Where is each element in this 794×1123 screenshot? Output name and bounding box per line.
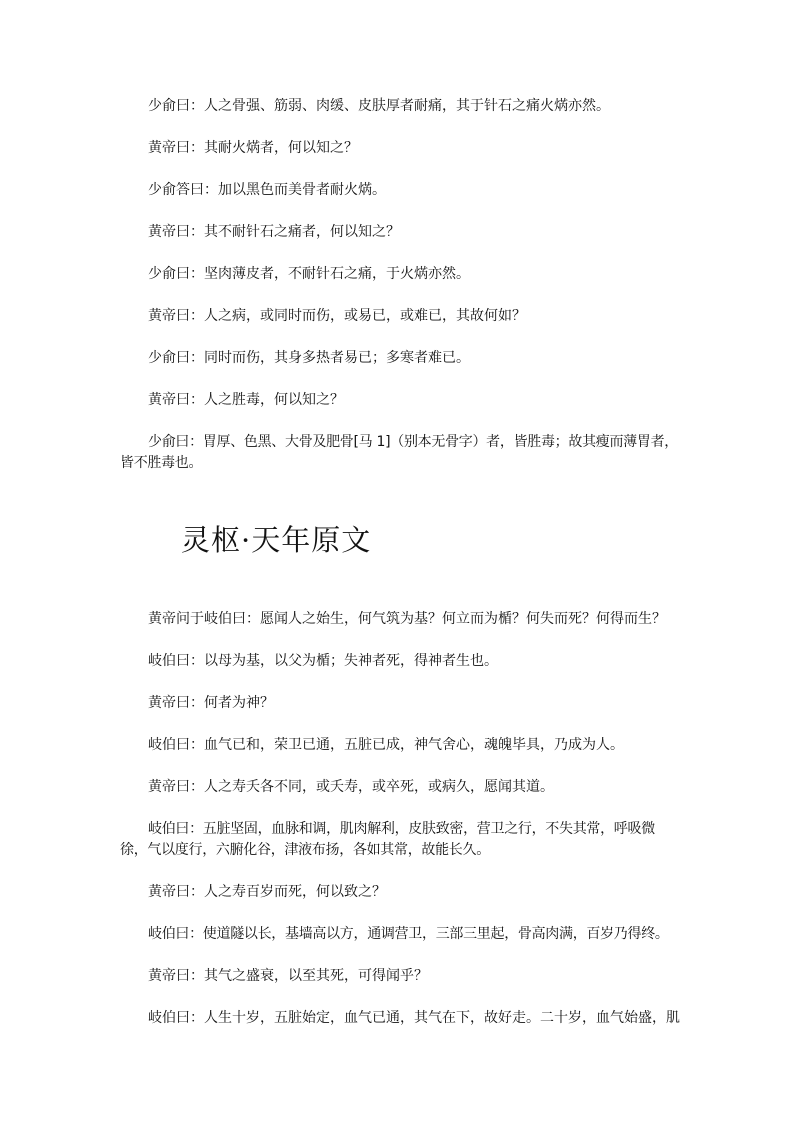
paragraph: 少俞曰：人之骨强、筋弱、肉缓、皮肤厚者耐痛，其于针石之痛火焫亦然。 — [148, 98, 610, 114]
paragraph: 岐伯曰：五脏坚固，血脉和调，肌肉解利，皮肤致密，营卫之行，不失其常，呼吸微徐，气以度行，六腑化谷，津液布扬，各如其常，故能长久。 — [120, 821, 655, 858]
paragraph: 黄帝曰：人之胜毒，何以知之？ — [148, 392, 344, 408]
paragraph: 少俞曰：胃厚、色黑、大骨及肥骨[马 1]（别本无骨字）者，皆胜毒；故其瘦而薄胃者，皆不胜毒也。 — [120, 434, 678, 471]
paragraph: 黄帝问于岐伯曰：愿闻人之始生，何气筑为基？何立而为楯？何失而死？何得而生？ — [148, 611, 666, 627]
paragraph: 黄帝曰：其气之盛衰，以至其死，可得闻乎？ — [148, 968, 428, 984]
section-heading: 灵枢·天年原文 — [181, 523, 372, 557]
paragraph: 黄帝曰：其不耐针石之痛者，何以知之？ — [148, 224, 400, 240]
paragraph: 岐伯曰：使道隧以长，基墙高以方，通调营卫，三部三里起，骨高肉满，百岁乃得终。 — [148, 926, 669, 942]
paragraph: 少俞曰：同时而伤，其身多热者易已；多寒者难已。 — [148, 350, 470, 366]
paragraph: 黄帝曰：人之病，或同时而伤，或易已，或难已，其故何如？ — [148, 308, 526, 324]
paragraph: 岐伯曰：以母为基，以父为楯；失神者死，得神者生也。 — [148, 653, 498, 669]
paragraph: 黄帝曰：其耐火焫者，何以知之？ — [148, 140, 358, 156]
paragraph: 黄帝曰：人之寿百岁而死，何以致之？ — [148, 884, 386, 900]
paragraph: 岐伯曰：血气已和，荣卫已通，五脏已成，神气舍心，魂魄毕具，乃成为人。 — [148, 737, 624, 753]
paragraph: 黄帝曰：人之寿夭各不同，或夭寿，或卒死，或病久，愿闻其道。 — [148, 779, 554, 795]
paragraph: 少俞答曰：加以黑色而美骨者耐火焫。 — [148, 182, 386, 198]
paragraph: 岐伯曰：人生十岁，五脏始定，血气已通，其气在下，故好走。二十岁，血气始盛，肌 — [148, 1010, 680, 1026]
paragraph: 黄帝曰：何者为神？ — [148, 695, 274, 711]
paragraph: 少俞曰：坚肉薄皮者，不耐针石之痛，于火焫亦然。 — [148, 266, 470, 282]
